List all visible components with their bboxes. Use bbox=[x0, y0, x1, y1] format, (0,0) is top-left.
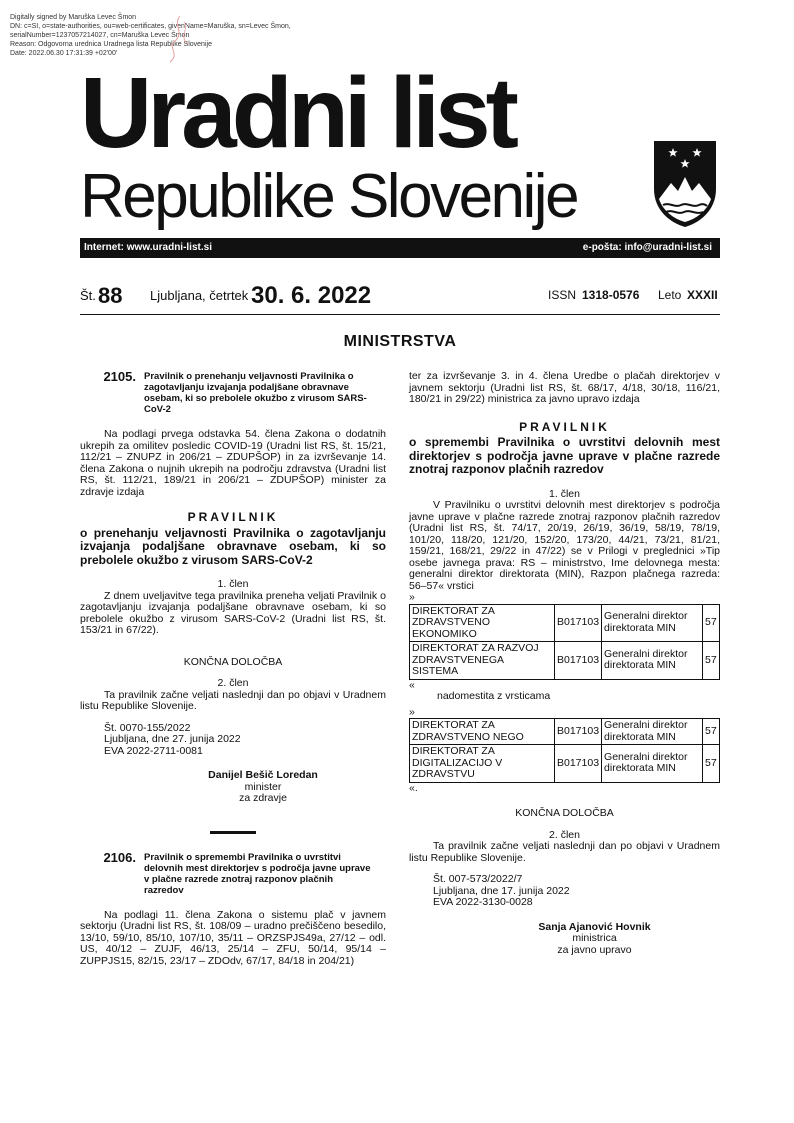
article-text: Ta pravilnik začne veljati naslednji dan po objavi v Uradnem listu Republike Slovenije. bbox=[80, 688, 386, 712]
table-cell: B017103 bbox=[555, 642, 602, 680]
issue-number-prefix: Št. bbox=[80, 288, 96, 303]
right-column bbox=[409, 371, 720, 956]
signer-role: ministrica bbox=[572, 932, 617, 944]
signer-name: Danijel Bešič Loredan bbox=[208, 769, 318, 781]
final-provision-heading: KONČNA DOLOČBA bbox=[515, 807, 614, 819]
signer-role: za zdravje bbox=[239, 792, 287, 804]
table-row bbox=[410, 719, 720, 745]
document-title: Pravilnik o spremembi Pravilnika o uvrstitvi delovnih mest direktorjev s področja javne uprave v plačne razrede znotraj razponov plačnih razredov bbox=[144, 851, 371, 896]
signature-line: DN: c=SI, o=state-authorities, ou=web-certificates, givenName=Maruška, sn=Levec Šmon, bbox=[10, 23, 291, 31]
issue-date: 30. 6. 2022 bbox=[251, 282, 372, 309]
table-cell: Generalni direktor direktorata MIN bbox=[602, 604, 703, 642]
reference-eva: EVA 2022-2711-0081 bbox=[104, 744, 203, 757]
document-number: 2105. bbox=[103, 369, 136, 384]
document-number: 2106. bbox=[103, 849, 136, 865]
left-column bbox=[80, 371, 386, 967]
year-value: XXXII bbox=[687, 288, 718, 302]
table-new-rows bbox=[409, 718, 720, 783]
open-quote: » bbox=[409, 591, 415, 603]
preamble-part1: Na podlagi 11. člena Zakona o sistemu plač v javnem sektorju (Uradni list RS, št. 108/09 – uradno prečiščeno besedilo, 13/10, 59/10, 85/10, 107/10, 35/11 – ORZSPJS49a, 27/12 – odl. US, 40/12 – ZUJF, 46/13, 25/14 – ZFU, 50/14, 95/14 – ZUPPJS15, 82/15, 23/17 – ZDOdv, 67/17, 84/18 in 204/21) bbox=[80, 908, 386, 967]
table-cell: Generalni direktor direktorata MIN bbox=[602, 642, 703, 680]
table-cell: DIREKTORAT ZA ZDRAVSTVENO NEGO bbox=[410, 719, 555, 745]
table-cell: Generalni direktor direktorata MIN bbox=[602, 745, 703, 783]
article-text: V Pravilniku o uvrstitvi delovnih mest direktorjev s področja javne uprave v plačne razrede znotraj razponov plačnih razredov (Uradni list RS, št. 74/17, 20/19, 26/19, 36/19, 58/19, 78/19, 101/20, 118/20, 121/20, 152/20, 173/20, 44/21, 73/21, 81/21, 159/21, 168/21, 29/22 in 47/22) se v Prilogi v preglednici »Tip osebe javnega prava: RS – ministrstvo, Ime delovnega mesta: generalni direktor direktorata (MIN), Razpon plačnega razreda: 56–57« vrstici bbox=[409, 499, 720, 592]
table-cell: DIREKTORAT ZA RAZVOJ ZDRAVSTVENEGA SISTEMA bbox=[410, 642, 555, 680]
contact-bar bbox=[80, 238, 720, 258]
article-heading: 1. člen bbox=[217, 578, 249, 590]
table-cell: B017103 bbox=[555, 604, 602, 642]
signature-line: Digitally signed by Maruška Levec Šmon bbox=[10, 14, 137, 21]
preamble: Na podlagi prvega odstavka 54. člena Zakona o dodatnih ukrepih za omilitev posledic COVID-19 (Uradni list RS, št. 15/21, 112/21 – ZNUPZ in 206/21 – ZDUPŠOP) in za izvrševanje 14. člena Zakona o nujnih ukrepih na področju zdravstva (Uradni list RS, št. 112/21, 189/21 in 206/21 – ZDUPŠOP) minister za zdravje izdaja bbox=[80, 428, 386, 498]
act-title: o prenehanju veljavnosti Pravilnika o zagotavljanju izvajanja podaljšane obravnave osebam, ki so prebolele okužbo z virusom SARS-CoV-2 bbox=[80, 525, 386, 567]
document-title: Pravilnik o prenehanju veljavnosti Pravilnika o zagotavljanju izvajanja podaljšane obravnave osebam, ki so prebolele okužbo z virusom SARS-CoV-2 bbox=[144, 371, 367, 415]
coat-of-arms-icon bbox=[651, 137, 719, 229]
table-cell: 57 bbox=[703, 642, 720, 680]
table-cell: Generalni direktor direktorata MIN bbox=[602, 719, 703, 745]
open-quote: » bbox=[409, 705, 415, 718]
table-old-rows bbox=[409, 604, 720, 680]
masthead-subtitle: Republike Slovenije bbox=[80, 162, 578, 231]
table-cell: 57 bbox=[703, 719, 720, 745]
act-title: o spremembi Pravilnika o uvrstitvi delovnih mest direktorjev s področja javne uprave v plačne razrede znotraj razponov plačnih razredov bbox=[409, 435, 720, 476]
reference-place-date: Ljubljana, dne 27. junija 2022 bbox=[104, 733, 241, 745]
table-row bbox=[410, 745, 720, 783]
preamble-part2: ter za izvrševanje 3. in 4. člena Uredbe o plačah direktorjev v javnem sektorju (Uradni list RS, št. 68/17, 4/18, 30/18, 116/21, 180/21 in 29/22) ministrica za javno upravo izdaja bbox=[409, 370, 720, 405]
final-provision-heading: KONČNA DOLOČBA bbox=[183, 655, 283, 668]
issn-label: ISSN bbox=[548, 288, 577, 302]
signature-line: serialNumber=1237057214027, cn=Maruška Levec Šmon bbox=[10, 32, 190, 40]
article-heading: 2. člen bbox=[549, 828, 580, 841]
reference-number: Št. 007-573/2022/7 bbox=[433, 873, 523, 885]
act-kind: PRAVILNIK bbox=[187, 510, 279, 524]
signer-role: za javno upravo bbox=[557, 943, 632, 956]
table-cell: 57 bbox=[703, 604, 720, 642]
table-row bbox=[410, 604, 720, 642]
reference-number: Št. 0070-155/2022 bbox=[104, 721, 191, 734]
article-text: Ta pravilnik začne veljati naslednji dan po objavi v Uradnem listu Republike Slovenije. bbox=[409, 840, 720, 864]
signer-name: Sanja Ajanović Hovnik bbox=[538, 920, 651, 933]
masthead-title: Uradni list bbox=[80, 57, 514, 169]
article-heading: 2. člen bbox=[217, 677, 249, 689]
article-heading: 1. člen bbox=[549, 487, 580, 500]
document-separator bbox=[210, 831, 256, 834]
issue-number: 88 bbox=[98, 283, 123, 308]
signer-role: minister bbox=[244, 780, 282, 793]
article-text: Z dnem uveljavitve tega pravilnika preneha veljati Pravilnik o zagotavljanju izvajanja podaljšane obravnave osebam, ki so prebolele okužbo z virusom SARS-CoV-2 (Uradni list RS, št. 153/21 in 67/22). bbox=[80, 589, 386, 636]
close-quote: « bbox=[409, 678, 415, 691]
table-cell: B017103 bbox=[555, 745, 602, 783]
section-title: MINISTRSTVA bbox=[343, 333, 457, 350]
document-header-2105 bbox=[80, 371, 386, 415]
email-link[interactable]: e-pošta: info@uradni-list.si bbox=[582, 242, 712, 253]
table-cell: DIREKTORAT ZA ZDRAVSTVENO EKONOMIKO bbox=[410, 604, 555, 642]
reference-place-date: Ljubljana, dne 17. junija 2022 bbox=[433, 884, 570, 897]
close-quote: «. bbox=[409, 781, 418, 794]
table-cell: DIREKTORAT ZA DIGITALIZACIJO V ZDRAVSTVU bbox=[410, 745, 555, 783]
issn-value: 1318-0576 bbox=[582, 288, 640, 302]
issue-line bbox=[80, 282, 720, 315]
replace-text: nadomestita z vrsticama bbox=[437, 690, 551, 702]
table-cell: B017103 bbox=[555, 719, 602, 745]
issue-place-day: Ljubljana, četrtek bbox=[150, 288, 249, 303]
table-row bbox=[410, 642, 720, 680]
website-link[interactable]: Internet: www.uradni-list.si bbox=[84, 242, 212, 253]
reference-eva: EVA 2022-3130-0028 bbox=[433, 896, 533, 908]
signature-line: Date: 2022.06.30 17:31:39 +02'00' bbox=[10, 50, 118, 58]
document-header-2106 bbox=[80, 849, 386, 896]
year-label: Leto bbox=[658, 288, 682, 302]
signature-line: Reason: Odgovorna urednica Uradnega lista Republike Slovenije bbox=[10, 41, 212, 49]
table-cell: 57 bbox=[703, 745, 720, 783]
act-kind: PRAVILNIK bbox=[519, 419, 610, 434]
